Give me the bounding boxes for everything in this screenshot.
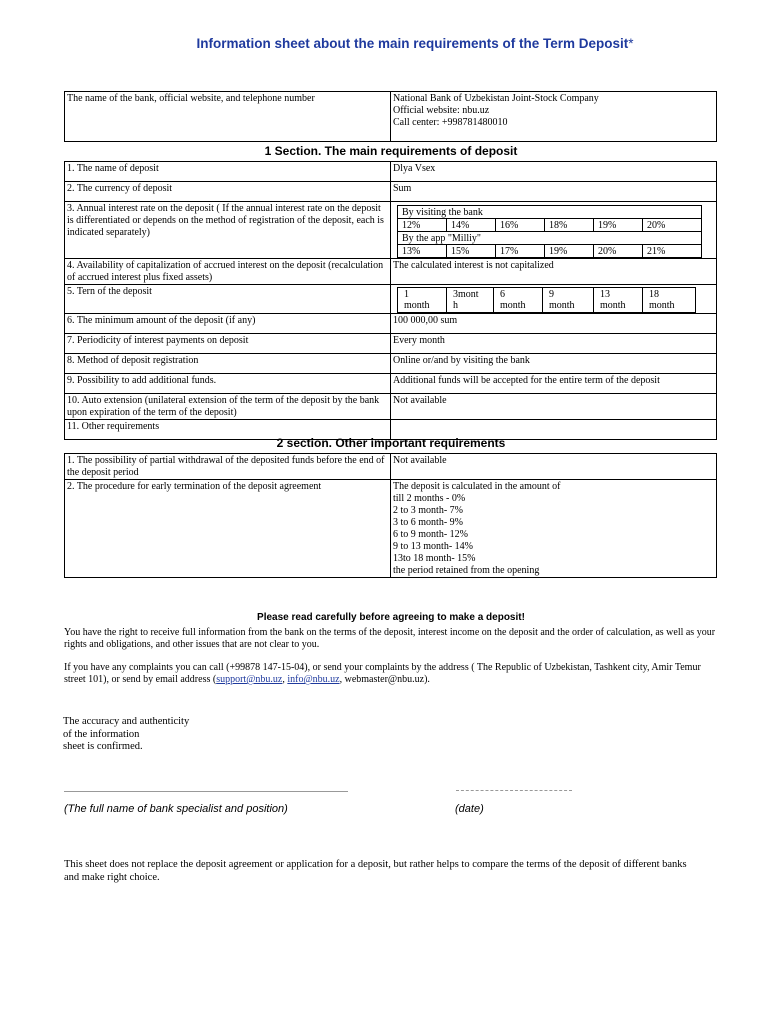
document-title	[0, 36, 770, 51]
confirmation-text	[63, 716, 189, 754]
row-method	[65, 354, 717, 374]
term-row	[398, 288, 696, 313]
rate-cell: 15%	[447, 245, 496, 258]
term-unit: h	[453, 300, 458, 311]
row-partial-withdrawal	[65, 454, 717, 480]
row-label: 5. Tern of the deposit	[65, 285, 391, 314]
row-value: Not available	[391, 394, 717, 420]
row-value: Online or/and by visiting the bank	[391, 354, 717, 374]
row-label: 9. Possibility to add additional funds.	[65, 374, 391, 394]
early-line: till 2 months - 0%	[393, 493, 466, 504]
warning-heading: Please read carefully before agreeing to make a deposit!	[257, 612, 525, 623]
rate-cell: 18%	[545, 219, 594, 232]
row-value: 100 000,00 sum	[391, 314, 717, 334]
term-cell	[543, 288, 594, 313]
confirm-line: The accuracy and authenticity	[63, 716, 190, 727]
app-rates-row	[398, 245, 702, 258]
rate-cell: 19%	[545, 245, 594, 258]
row-label: 10. Auto extension (unilateral extension of the term of the deposit by the bank upon expiration of the term of the deposit)	[65, 394, 391, 420]
signature-line-name	[64, 791, 348, 792]
row-value: Sum	[391, 182, 717, 202]
term-cell	[594, 288, 643, 313]
term-unit: month	[649, 300, 675, 311]
visit-rates-row	[398, 219, 702, 232]
rate-cell: 16%	[496, 219, 545, 232]
footer-note: This sheet does not replace the deposit agreement or application for a deposit, but rather helps to compare the terms of the deposit of different banks and make right choice.	[64, 859, 687, 883]
row-capitalization	[65, 259, 717, 285]
early-line: 6 to 9 month- 12%	[393, 529, 468, 540]
complaints-paragraph	[64, 662, 724, 686]
confirm-line: sheet is confirmed.	[63, 741, 143, 752]
row-label: 2. The procedure for early termination of the deposit agreement	[65, 480, 391, 578]
row-value	[391, 285, 717, 314]
rate-cell: 17%	[496, 245, 545, 258]
row-currency	[65, 182, 717, 202]
email-separator: ,	[282, 674, 288, 685]
early-line: the period retained from the opening	[393, 565, 540, 576]
date-label: (date)	[455, 803, 484, 815]
early-line: 3 to 6 month- 9%	[393, 517, 463, 528]
row-value: Every month	[391, 334, 717, 354]
early-line: The deposit is calculated in the amount of	[393, 481, 561, 492]
bank-info-row	[65, 92, 717, 142]
row-interest-rate	[65, 202, 717, 259]
bank-info-table	[64, 91, 717, 142]
row-label: 6. The minimum amount of the deposit (if any)	[65, 314, 391, 334]
complaints-text-end: , webmaster@nbu.uz).	[339, 674, 430, 685]
row-label: 11. Other requirements	[65, 420, 391, 440]
term-cell	[494, 288, 543, 313]
rate-cell: 20%	[643, 219, 702, 232]
section2-title: 2 section. Other important requirements	[276, 436, 506, 450]
row-deposit-name	[65, 162, 717, 182]
term-number: 18	[649, 289, 659, 300]
rate-cell: 21%	[643, 245, 702, 258]
term-number: 13	[600, 289, 610, 300]
term-number: 3mont	[453, 289, 479, 300]
rate-cell: 14%	[447, 219, 496, 232]
early-line: 9 to 13 month- 14%	[393, 541, 473, 552]
info-email-link[interactable]: info@nbu.uz	[287, 674, 340, 685]
row-term	[65, 285, 717, 314]
bank-info-label: The name of the bank, official website, and telephone number	[65, 92, 391, 142]
bank-name: National Bank of Uzbekistan Joint-Stock Company	[393, 93, 599, 104]
term-cell	[447, 288, 494, 313]
row-value: The calculated interest is not capitalized	[391, 259, 717, 285]
early-line: 13to 18 month- 15%	[393, 553, 476, 564]
row-label: 1. The name of deposit	[65, 162, 391, 182]
section1-table	[64, 161, 717, 440]
rate-cell: 19%	[594, 219, 643, 232]
term-cell	[398, 288, 447, 313]
title-footnote-mark: *	[628, 36, 634, 51]
term-unit: month	[549, 300, 575, 311]
term-number: 9	[549, 289, 554, 300]
row-value: Additional funds will be accepted for the entire term of the deposit	[391, 374, 717, 394]
title-text: Information sheet about the main requirements of the Term Deposit	[196, 36, 629, 51]
row-value: Dlya Vsex	[391, 162, 717, 182]
bank-phone: Call center: +998781480010	[393, 117, 508, 128]
row-label: 4. Availability of capitalization of accrued interest on the deposit (recalculation of accrued interest plus fixed assets)	[65, 259, 391, 285]
row-auto-extension	[65, 394, 717, 420]
row-additional-funds	[65, 374, 717, 394]
visit-label-row	[398, 206, 702, 219]
row-value: Not available	[391, 454, 717, 480]
support-email-link[interactable]: support@nbu.uz	[216, 674, 283, 685]
row-min-amount	[65, 314, 717, 334]
rate-cell: 13%	[398, 245, 447, 258]
row-label: 7. Periodicity of interest payments on deposit	[65, 334, 391, 354]
early-line: 2 to 3 month- 7%	[393, 505, 463, 516]
section1-title: 1 Section. The main requirements of deposit	[264, 144, 518, 158]
term-number: 6	[500, 289, 505, 300]
term-unit: month	[500, 300, 526, 311]
rate-cell: 12%	[398, 219, 447, 232]
term-cell	[643, 288, 696, 313]
visit-label: By visiting the bank	[398, 206, 702, 219]
complaints-text: If you have any complaints you can call (+99878 147-15-04), or send your complaints by the address ( The Republic of Uzbekistan, Tashkent city, Amir Temur street 101), or send by email address (	[64, 662, 701, 685]
row-label: 8. Method of deposit registration	[65, 354, 391, 374]
row-label: 2. The currency of deposit	[65, 182, 391, 202]
rights-paragraph: You have the right to receive full information from the bank on the terms of the deposit, interest income on the deposit and the order of calculation, as well as your rights and obligations, and other issues that are not clear to you.	[64, 627, 716, 650]
bank-info-value	[391, 92, 717, 142]
row-value	[391, 202, 717, 259]
row-periodicity	[65, 334, 717, 354]
row-label: 3. Annual interest rate on the deposit ( If the annual interest rate on the deposit is differentiated or depends on the method of registration of the deposit, each is indicated separately)	[65, 202, 391, 259]
term-number: 1	[404, 289, 409, 300]
confirm-line: of the information	[63, 728, 140, 740]
specialist-name-label: (The full name of bank specialist and position)	[64, 803, 288, 815]
term-unit: month	[404, 300, 430, 311]
signature-line-date	[456, 790, 572, 791]
rate-cell: 20%	[594, 245, 643, 258]
term-unit: month	[600, 300, 626, 311]
row-label: 1. The possibility of partial withdrawal of the deposited funds before the end of the deposit period	[65, 454, 391, 480]
bank-website: Official website: nbu.uz	[393, 105, 490, 116]
row-value	[391, 480, 717, 578]
row-early-termination	[65, 480, 717, 578]
app-label-row	[398, 232, 702, 245]
interest-rate-table	[397, 205, 702, 258]
app-label: By the app "Milliy"	[398, 232, 702, 245]
section2-table	[64, 453, 717, 578]
term-table	[397, 287, 696, 313]
